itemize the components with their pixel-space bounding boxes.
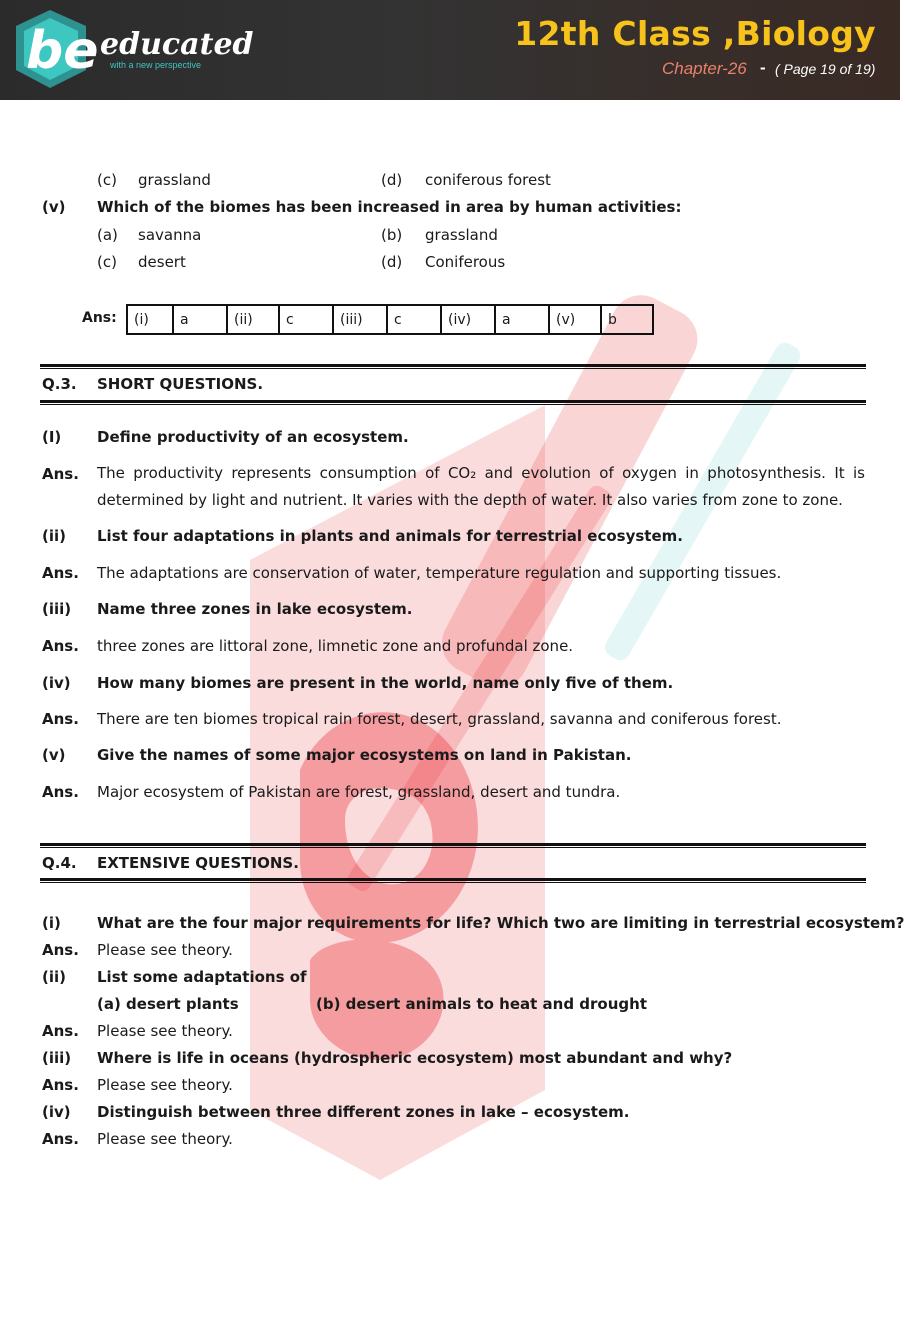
option-letter: (d): [381, 253, 403, 271]
question-number: (v): [42, 198, 66, 216]
option-letter: (d): [381, 171, 403, 189]
section-title: SHORT QUESTIONS.: [97, 375, 264, 393]
answer-label: Ans.: [42, 1130, 79, 1148]
chapter-label: Chapter-26: [662, 59, 747, 78]
answer-key-question: (iii): [333, 305, 387, 334]
question-text: Distinguish between three different zones in lake – ecosystem.: [97, 1103, 630, 1121]
answer-text: Please see theory.: [97, 1130, 233, 1148]
page-title: 12th Class ,Biology: [514, 14, 876, 53]
logo-word: educated: [100, 27, 254, 62]
option-letter: (c): [97, 171, 117, 189]
question-number: (i): [42, 914, 61, 932]
answer-key-question: (i): [127, 305, 173, 334]
question-number: (ii): [42, 968, 66, 986]
question-text: What are the four major requirements for life? Which two are limiting in terrestrial ecosystem?: [97, 914, 905, 932]
answer-text: The adaptations are conservation of water, temperature regulation and supporting tissues.: [97, 564, 782, 582]
section-rule: [40, 368, 866, 369]
header-dash: -: [760, 58, 766, 77]
option-letter: (b): [381, 226, 403, 244]
question-subpart: (a) desert plants: [97, 995, 239, 1013]
answer-key-value: a: [173, 305, 227, 334]
question-text: List four adaptations in plants and animals for terrestrial ecosystem.: [97, 527, 683, 545]
option-letter: (a): [97, 226, 118, 244]
answer-key-question: (iv): [441, 305, 495, 334]
section-title: EXTENSIVE QUESTIONS.: [97, 854, 299, 872]
question-number: (ii): [42, 527, 66, 545]
answer-key-value: c: [387, 305, 441, 334]
answer-label: Ans.: [42, 564, 79, 582]
logo-be: be: [26, 21, 99, 81]
answer-label: Ans.: [42, 941, 79, 959]
section-number: Q.3.: [42, 375, 77, 393]
option-text: grassland: [138, 171, 211, 189]
answer-text: Please see theory.: [97, 1076, 233, 1094]
answer-text: Please see theory.: [97, 1022, 233, 1040]
question-text: Which of the biomes has been increased in area by human activities:: [97, 198, 682, 216]
answer-label: Ans.: [42, 1076, 79, 1094]
logo-tagline: with a new perspective: [110, 60, 202, 70]
option-text: savanna: [138, 226, 202, 244]
question-text: Define productivity of an ecosystem.: [97, 428, 409, 446]
question-text: Name three zones in lake ecosystem.: [97, 600, 413, 618]
answer-label: Ans.: [42, 637, 79, 655]
answer-text: Major ecosystem of Pakistan are forest, grassland, desert and tundra.: [97, 783, 621, 801]
option-text: Coniferous: [425, 253, 506, 271]
answer-key-value: c: [279, 305, 333, 334]
question-subpart: (b) desert animals to heat and drought: [316, 995, 647, 1013]
answer-key-label: Ans:: [82, 310, 117, 326]
section-number: Q.4.: [42, 854, 77, 872]
answer-label: Ans.: [42, 783, 79, 801]
answer-text: Please see theory.: [97, 941, 233, 959]
answer-text: three zones are littoral zone, limnetic zone and profundal zone.: [97, 637, 574, 655]
answer-label: Ans.: [42, 1022, 79, 1040]
answer-key-value: b: [601, 305, 653, 334]
answer-label: Ans.: [42, 465, 79, 483]
answer-key-table: [126, 304, 654, 335]
question-number: (I): [42, 428, 62, 446]
section-rule: [40, 843, 866, 846]
section-rule: [40, 364, 866, 367]
option-text: desert: [138, 253, 186, 271]
question-text: Give the names of some major ecosystems on land in Pakistan.: [97, 746, 632, 764]
answer-text: The productivity represents consumption of CO₂ and evolution of oxygen in photosynthesis. It is determined by light and nutrient. It varies with the depth of water. It also varies from zone to zone.: [97, 464, 865, 509]
answer-key-question: (ii): [227, 305, 279, 334]
section-rule: [40, 404, 866, 405]
option-letter: (c): [97, 253, 117, 271]
question-number: (v): [42, 746, 66, 764]
answer-key-value: a: [495, 305, 549, 334]
section-rule: [40, 847, 866, 848]
option-text: grassland: [425, 226, 498, 244]
answer-label: Ans.: [42, 710, 79, 728]
section-rule: [40, 400, 866, 403]
option-text: coniferous forest: [425, 171, 551, 189]
question-number: (iv): [42, 1103, 71, 1121]
answer-text: There are ten biomes tropical rain forest, desert, grassland, savanna and coniferous forest.: [97, 710, 782, 728]
question-text: Where is life in oceans (hydrospheric ecosystem) most abundant and why?: [97, 1049, 733, 1067]
question-number: (iii): [42, 1049, 72, 1067]
question-number: (iv): [42, 674, 71, 692]
section-rule: [40, 878, 866, 881]
question-text: List some adaptations of: [97, 968, 307, 986]
question-number: (iii): [42, 600, 72, 618]
page-number: ( Page 19 of 19): [775, 61, 876, 77]
question-text: How many biomes are present in the world, name only five of them.: [97, 674, 674, 692]
section-rule: [40, 882, 866, 883]
answer-key-question: (v): [549, 305, 601, 334]
